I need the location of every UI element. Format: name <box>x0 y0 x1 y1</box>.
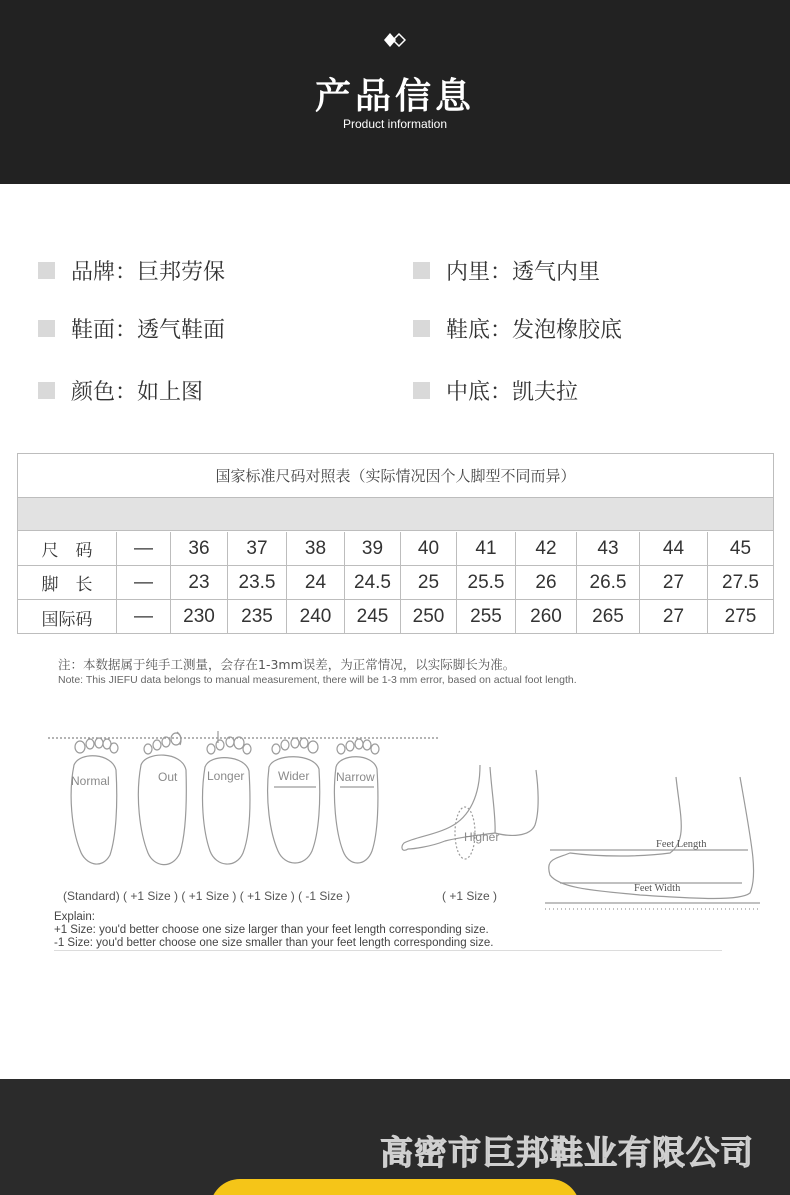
info-item-lining <box>413 255 600 285</box>
header-banner <box>0 0 790 184</box>
table-cell: 25 <box>401 566 457 599</box>
foot-shape-diagram <box>40 725 765 925</box>
explain-block <box>54 911 493 950</box>
table-caption: 国家标准尺码对照表（实际情况因个人脚型不同而异） <box>18 454 773 498</box>
yellow-banner-button <box>210 1179 580 1195</box>
info-item-brand <box>38 255 225 285</box>
feet-width-label: Feet Width <box>634 883 681 894</box>
bullet-square-icon <box>38 382 55 399</box>
normal-foot-icon <box>71 738 118 864</box>
divider <box>54 950 722 951</box>
bullet-square-icon <box>413 382 430 399</box>
info-text: 鞋底：发泡橡胶底 <box>446 317 623 343</box>
explain-line: +1 Size: you'd better choose one size larger than your feet length corresponding size. <box>54 924 489 936</box>
row-dash: — <box>117 532 171 565</box>
table-cell: 26.5 <box>577 566 640 599</box>
explain-line: -1 Size: you'd better choose one size smaller than your feet length corresponding size. <box>54 937 494 949</box>
foot-type-label: Normal <box>71 774 110 788</box>
table-cell: 23 <box>171 566 228 599</box>
table-cell: 240 <box>287 600 345 634</box>
info-text: 中底：凯夫拉 <box>446 379 579 405</box>
info-text: 品牌：巨邦劳保 <box>71 259 226 285</box>
info-item-color <box>38 375 203 405</box>
foot-type-label: Out <box>158 770 178 784</box>
info-item-midsole <box>413 375 578 405</box>
table-cell: 27.5 <box>722 571 759 593</box>
table-cell: 23.5 <box>228 566 287 599</box>
row-dash: — <box>117 566 171 599</box>
table-cell: 275 <box>724 606 757 627</box>
info-text: 内里：透气内里 <box>446 259 601 285</box>
measurement-note-en: Note: This JIEFU data belongs to manual measurement, there will be 1-3 mm error, based on actual foot length. <box>58 674 577 686</box>
info-text: 鞋面：透气鞋面 <box>71 317 226 343</box>
out-foot-icon <box>138 732 186 865</box>
table-cell: 265 <box>577 600 640 634</box>
higher-label: Higher <box>464 830 500 844</box>
diamond-icon <box>384 33 406 47</box>
table-cell: 230 <box>171 600 228 634</box>
feet-length-label: Feet Length <box>656 839 707 850</box>
size-adjust-caption: (Standard) ( +1 Size ) ( +1 Size ) ( +1 Size ) ( -1 Size ) <box>63 889 351 903</box>
table-cell: 27 <box>640 566 708 599</box>
wider-foot-icon <box>268 738 320 863</box>
table-row-foot-length <box>18 566 773 600</box>
table-cell: 45 <box>729 537 752 559</box>
bullet-square-icon <box>38 320 55 337</box>
table-cell: 245 <box>345 600 401 634</box>
table-cell: 42 <box>516 532 577 565</box>
table-cell: 38 <box>287 532 345 565</box>
row-label: 尺 码 <box>18 532 117 565</box>
info-item-sole <box>413 313 622 343</box>
table-spacer-row <box>18 498 773 531</box>
table-cell: 26 <box>516 566 577 599</box>
table-cell: 24.5 <box>345 566 401 599</box>
foot-type-label: Narrow <box>336 770 375 784</box>
table-cell: 250 <box>401 600 457 634</box>
info-item-upper <box>38 313 225 343</box>
table-cell: 25.5 <box>457 566 516 599</box>
table-cell: 235 <box>228 600 287 634</box>
table-cell: 43 <box>577 532 640 565</box>
table-cell: 255 <box>457 600 516 634</box>
high-arch-foot-icon <box>402 765 538 859</box>
bullet-square-icon <box>38 262 55 279</box>
row-label: 脚 长 <box>18 566 117 599</box>
table-cell: 27 <box>640 600 708 634</box>
foot-type-label: Longer <box>207 769 245 783</box>
size-chart-table <box>17 453 774 634</box>
table-cell: 40 <box>401 532 457 565</box>
page-title: 产品信息 <box>314 76 475 117</box>
row-dash: — <box>117 600 171 634</box>
table-cell: 41 <box>457 532 516 565</box>
table-cell: 44 <box>640 532 708 565</box>
measurement-note-cn: 注：本数据属于纯手工测量，会存在1-3mm误差，为正常情况，以实际脚长为准。 <box>58 657 516 672</box>
table-row-intl-size <box>18 600 773 634</box>
footer-banner <box>0 1079 790 1195</box>
longer-foot-icon <box>203 731 251 864</box>
page-subtitle: Product information <box>342 117 448 131</box>
table-cell: 36 <box>171 532 228 565</box>
bullet-square-icon <box>413 262 430 279</box>
higher-size-caption: ( +1 Size ) <box>442 889 498 903</box>
narrow-foot-icon <box>334 739 379 863</box>
table-cell: 24 <box>287 566 345 599</box>
company-name: 高密市巨邦鞋业有限公司 <box>380 1133 754 1172</box>
table-cell: 39 <box>345 532 401 565</box>
row-label: 国际码 <box>18 600 117 634</box>
explain-title: Explain: <box>54 911 95 923</box>
bullet-square-icon <box>413 320 430 337</box>
table-cell: 260 <box>516 600 577 634</box>
table-row-size <box>18 532 773 566</box>
info-text: 颜色：如上图 <box>71 379 204 405</box>
foot-type-label: Wider <box>278 769 310 783</box>
table-cell: 37 <box>228 532 287 565</box>
